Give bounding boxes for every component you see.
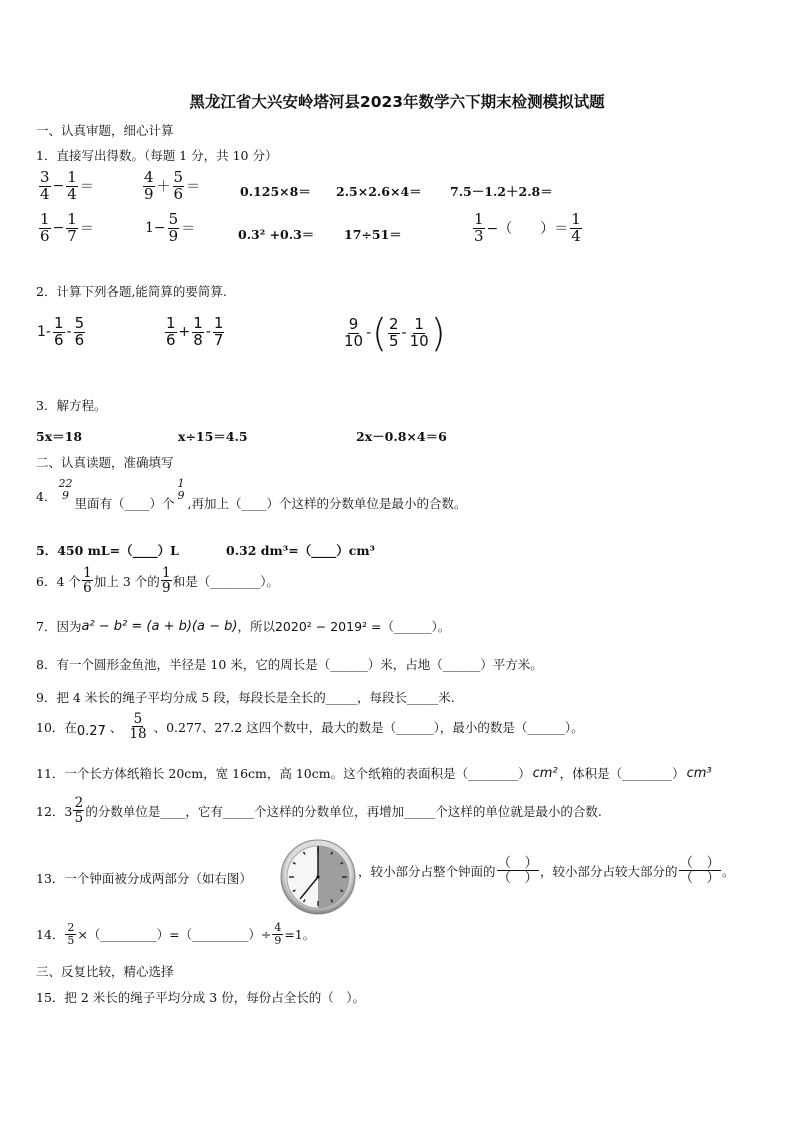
left-paren: ( [372,311,387,355]
q6-suffix: 和是（________）。 [172,573,280,589]
frac-num: 1 [193,314,203,332]
operator: - [366,325,372,341]
frac-den: 4 [67,184,77,203]
frac-num: 5 [173,168,184,186]
operator: − [52,220,65,237]
expr-middle: −（ ）＝ [486,221,569,238]
frac-den: 8 [193,330,203,349]
equals: ＝ [79,179,94,196]
q6-middle: 加上 3 个的 [93,573,160,589]
q1-r1-a [38,170,95,203]
q1-r2-a [38,212,95,245]
frac-num: 1 [83,565,92,581]
q1-r2-e [472,212,583,245]
right-paren: ) [430,311,446,355]
q12 [36,796,602,825]
equals: ＝ [181,221,196,238]
q1-r2-b [144,212,196,245]
q1-r1-e: 7.5－1.2＋2.8＝ [450,184,553,199]
q1-r1-c: 0.125×8＝ [240,184,311,199]
frac-den: 9 [168,226,179,245]
q7 [36,617,450,635]
section-heading-3: 三、反复比较，精心选择 [36,964,174,979]
frac-den: 7 [67,226,77,245]
frac-num: 3 [40,168,50,186]
frac-num: 5 [74,314,85,332]
q7-suffix: （______）。 [381,619,451,634]
q12-suffix: 的分数单位是____，它有_____个这样的分数单位，再增加_____个这样的单位就是最小的合数. [85,803,602,819]
q12-prefix: 12．3 [36,803,73,819]
q1-header: 1．直接写出得数。（每题 1 分，共 10 分） [36,148,278,163]
blank-num: （ ） [679,855,721,871]
q1-r2-d: 17÷51＝ [344,227,402,242]
q4 [36,477,467,512]
q1-r1-b [142,170,201,203]
q9: 9．把 4 米长的绳子平均分成 5 段，每段长是全长的_____，每段长_____米. [36,690,455,705]
frac-num: 1 [67,210,77,228]
frac-num: 1 [571,210,581,228]
q2-header: 2．计算下列各题,能简算的要简算. [36,284,227,299]
blank-den: （ ） [497,870,539,887]
q14 [36,922,315,946]
frac-num: 2 [67,921,75,934]
frac-den: 6 [40,226,50,245]
q13-text-3: ，较小部分占较大部分的 [540,863,678,879]
frac-den: 6 [83,580,92,597]
q2-expr-3 [342,311,446,355]
q14-prefix: 14． [36,927,65,943]
frac-den: 10 [409,331,429,350]
frac-den: 6 [53,330,64,349]
frac-den: 6 [74,330,85,349]
frac-num: 9 [348,314,359,333]
frac-num: 1 [166,314,176,332]
q13-text-4: 。 [722,863,735,879]
operator: + [178,324,191,341]
q3-header: 3．解方程。 [36,398,107,413]
frac-num: 5 [133,711,143,727]
q3-eq-1: 5x＝18 [36,429,83,444]
frac-den: 9 [61,489,69,502]
frac-num: 2 [388,314,399,333]
q10-suffix: 、0.277、27.2 这四个数中，最大的数是（______），最小的数是（______）。 [153,719,584,735]
q5-part-2: 0.32 dm³=（____）cm³ [226,543,376,558]
frac-num: 22 [58,477,73,491]
section-heading-1: 一、认真审题，细心计算 [36,123,174,138]
frac-den: 3 [474,226,484,245]
clock-figure [280,839,356,915]
q14-suffix: =1。 [284,927,316,943]
q13-text-1: 13．一个钟面被分成两部分（如右图） [36,871,252,886]
frac-num: 4 [144,168,154,186]
q13-text-2: ，较小部分占整个钟面的 [358,863,496,879]
q1-r1-d: 2.5×2.6×4＝ [336,184,422,199]
expr-prefix: 1− [145,220,166,237]
q10-prefix: 10．在 [36,719,77,735]
frac-num: 1 [414,314,424,333]
frac-num: 1 [213,314,224,332]
equals: ＝ [79,221,94,238]
frac-den: 9 [162,580,171,597]
repeating-decimal: 0.27̇ [76,724,106,740]
q7-middle: ，所以 [237,619,275,634]
q1-r2-c: 0.3² +0.3＝ [238,227,315,242]
section-heading-2: 二、认真读题，准确填写 [36,455,174,470]
frac-num: 1 [177,477,185,491]
frac-den: 9 [177,489,185,502]
frac-num: 1 [162,565,171,581]
frac-num: 1 [53,314,64,332]
frac-den: 7 [213,330,224,349]
q14-middle: ×（_________）=（_________）÷ [77,927,272,943]
operator: ＋ [156,179,171,196]
q7-prefix: 7．因为 [36,619,82,634]
q10 [36,712,584,741]
frac-den: 4 [571,226,581,245]
unit-volume: cm³ [686,765,712,781]
q11 [36,764,712,782]
operator: − [52,178,65,195]
frac-num: 1 [40,210,50,228]
q7-expression: 2020² − 2019² = [274,618,382,634]
operator: - [401,325,407,341]
identity-formula: a² − b² = (a + b)(a − b) [81,618,238,634]
separator: 、 [109,719,123,735]
frac-num: 5 [168,210,179,228]
question-number: 4． [36,489,57,504]
operator: - [66,324,72,341]
q6 [36,566,279,595]
q13-rest [358,856,735,885]
unit-area: cm² [532,765,558,781]
q5-part-1: 5．450 mL=（____）L [36,543,179,558]
q11-text-2: ，体积是（________） [559,766,685,781]
frac-den: 5 [74,810,84,827]
frac-den: 9 [274,933,282,947]
q3-eq-3: 2x－0.8×4＝6 [356,429,447,444]
frac-den: 18 [129,726,147,743]
frac-den: 6 [166,330,176,349]
frac-num: 1 [67,168,77,186]
q4-text-2: ,再加上（____）个这样的分数单位是最小的合数。 [187,496,467,511]
q15: 15．把 2 米长的绳子平均分成 3 份，每份占全长的（ ）。 [36,990,365,1005]
q6-prefix: 6．4 个 [36,573,81,589]
equals: ＝ [186,179,201,196]
expr-prefix: 1- [37,324,51,341]
frac-num: 4 [274,921,282,934]
q3-eq-2: x÷15＝4.5 [178,429,248,444]
frac-den: 4 [40,184,50,203]
frac-den: 5 [67,933,75,947]
q8: 8．有一个圆形金鱼池，半径是 10 米，它的周长是（______）米，占地（______）平方米。 [36,657,543,672]
blank-num: （ ） [497,855,539,871]
q11-text-1: 11．一个长方体纸箱长 20cm，宽 16cm，高 10cm。这个纸箱的表面积是（________） [36,766,531,781]
frac-den: 5 [388,331,399,350]
blank-den: （ ） [679,870,721,887]
q4-text-1: 里面有（____）个 [74,496,175,511]
q2-expr-1 [36,316,86,349]
frac-den: 9 [144,184,154,203]
frac-num: 2 [74,795,84,811]
operator: - [205,324,211,341]
frac-num: 1 [474,210,484,228]
page-title: 黑龙江省大兴安岭塔河县2023年数学六下期末检测模拟试题 [189,93,605,111]
q2-expr-2 [164,316,225,349]
frac-den: 6 [173,184,184,203]
frac-den: 10 [344,331,364,350]
